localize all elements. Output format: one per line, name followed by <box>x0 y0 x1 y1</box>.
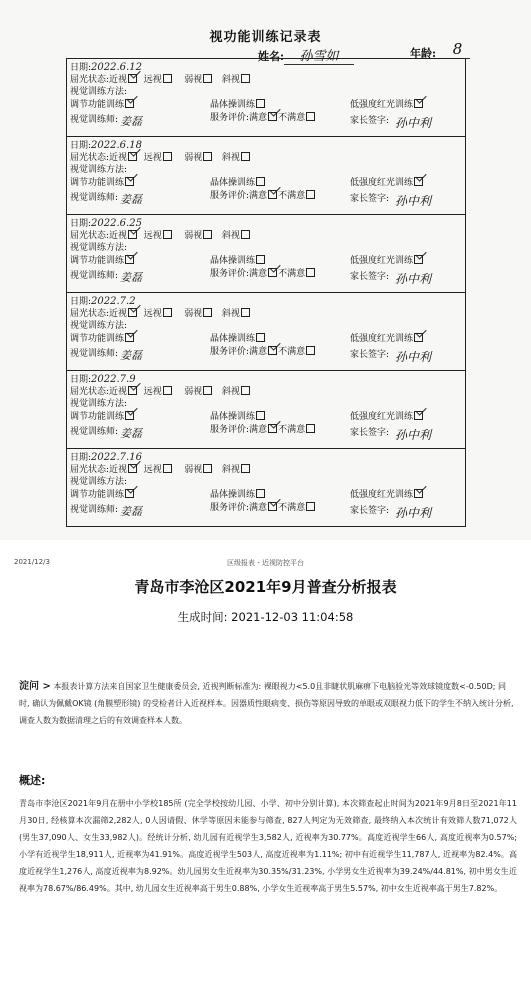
hyperopia-label: 远视 <box>143 309 162 319</box>
satisfied-label: 满意 <box>249 113 268 123</box>
myopia-label: 近视 <box>109 309 128 319</box>
methods-label: 视觉训练方法: <box>70 243 128 253</box>
unsatisfied-checkbox[interactable] <box>306 424 315 433</box>
hyperopia-checkbox[interactable] <box>163 74 172 83</box>
grating-label: 晶体操训练 <box>210 100 256 110</box>
satisfied-label: 满意 <box>249 347 268 357</box>
accommodation-checkbox[interactable] <box>125 333 134 342</box>
accommodation-checkbox[interactable] <box>125 411 134 420</box>
note-label: 淀问 > <box>19 681 51 692</box>
accommodation-checkbox[interactable] <box>125 489 134 498</box>
redlight-label: 低强度红光训练 <box>350 178 414 188</box>
session-entry <box>67 449 465 526</box>
overview-heading: 概述: <box>19 774 46 787</box>
parent-signature: 孙中利 <box>395 272 432 286</box>
satisfied-label: 满意 <box>249 503 268 513</box>
strabismus-checkbox[interactable] <box>241 74 250 83</box>
service-label: 服务评价: <box>210 269 250 279</box>
strabismus-checkbox[interactable] <box>241 464 250 473</box>
grating-label: 晶体操训练 <box>210 490 256 500</box>
service-label: 服务评价: <box>210 113 250 123</box>
satisfied-label: 满意 <box>249 191 268 201</box>
methods-label: 视觉训练方法: <box>70 87 128 97</box>
generated-time: 生成时间: 2021-12-03 11:04:58 <box>177 610 354 624</box>
refraction-label: 屈光状态: <box>70 153 110 163</box>
signature-row <box>70 344 432 364</box>
amblyopia-checkbox[interactable] <box>203 74 212 83</box>
session-entry <box>67 371 465 449</box>
accommodation-label: 调节功能训练 <box>70 100 125 110</box>
methods-row <box>70 97 414 110</box>
redlight-checkbox[interactable] <box>414 99 423 108</box>
amblyopia-label: 弱视 <box>184 387 203 397</box>
trainer-signature: 姜磊 <box>120 115 143 128</box>
date-label: 日期: <box>70 375 92 385</box>
strabismus-label: 斜视 <box>221 309 240 319</box>
report-title: 青岛市李沧区2021年9月普查分析报表 <box>134 578 397 596</box>
satisfied-label: 满意 <box>249 269 268 279</box>
myopia-label: 近视 <box>109 153 128 163</box>
satisfied-checkbox[interactable] <box>268 424 277 433</box>
hyperopia-label: 远视 <box>143 465 162 475</box>
strabismus-label: 斜视 <box>221 231 240 241</box>
refraction-label: 屈光状态: <box>70 309 110 319</box>
record-title: 视功能训练记录表 <box>209 30 322 45</box>
signature-row <box>70 266 432 286</box>
grating-label: 晶体操训练 <box>210 412 256 422</box>
accommodation-label: 调节功能训练 <box>70 490 125 500</box>
unsatisfied-checkbox[interactable] <box>306 502 315 511</box>
accommodation-label: 调节功能训练 <box>70 178 125 188</box>
signature-row <box>70 500 432 520</box>
parent-signature: 孙中利 <box>395 428 432 442</box>
methods-label: 视觉训练方法: <box>70 321 128 331</box>
age-value: 8 <box>445 40 470 59</box>
name-value: 孙雪如 <box>284 45 354 65</box>
service-label: 服务评价: <box>210 191 250 201</box>
analysis-report <box>0 548 531 991</box>
parent-signature: 孙中利 <box>395 194 432 208</box>
session-entry <box>67 293 465 371</box>
hyperopia-checkbox[interactable] <box>163 308 172 317</box>
refraction-label: 屈光状态: <box>70 465 110 475</box>
accommodation-label: 调节功能训练 <box>70 412 125 422</box>
trainer-signature: 姜磊 <box>120 349 143 362</box>
trainer-label: 视觉训练师: <box>70 271 119 281</box>
refraction-label: 屈光状态: <box>70 231 110 241</box>
accommodation-checkbox[interactable] <box>125 177 134 186</box>
method-note <box>19 678 515 729</box>
signature-row <box>70 188 432 208</box>
amblyopia-label: 弱视 <box>184 231 203 241</box>
session-list <box>66 58 466 527</box>
satisfied-checkbox[interactable] <box>268 112 277 121</box>
myopia-label: 近视 <box>109 231 128 241</box>
session-date: 2022.7.2 <box>91 296 136 307</box>
hyperopia-label: 远视 <box>143 75 162 85</box>
grating-checkbox[interactable] <box>256 177 265 186</box>
service-label: 服务评价: <box>210 425 250 435</box>
redlight-checkbox[interactable] <box>414 255 423 264</box>
parent-label: 家长签字: <box>350 194 390 204</box>
date-label: 日期: <box>70 453 92 463</box>
amblyopia-checkbox[interactable] <box>203 152 212 161</box>
myopia-label: 近视 <box>109 465 128 475</box>
myopia-checkbox[interactable] <box>128 464 137 473</box>
hyperopia-checkbox[interactable] <box>163 386 172 395</box>
parent-signature: 孙中利 <box>395 350 432 364</box>
accommodation-label: 调节功能训练 <box>70 334 125 344</box>
satisfied-label: 满意 <box>249 425 268 435</box>
unsatisfied-label: 不满意 <box>278 269 306 279</box>
myopia-checkbox[interactable] <box>128 74 137 83</box>
trainer-label: 视觉训练师: <box>70 349 119 359</box>
session-entry <box>67 137 465 215</box>
session-date: 2022.7.9 <box>91 374 136 385</box>
amblyopia-checkbox[interactable] <box>203 464 212 473</box>
grating-label: 晶体操训练 <box>210 178 256 188</box>
signature-row <box>70 422 432 442</box>
age-label: 年龄: <box>410 47 437 60</box>
unsatisfied-label: 不满意 <box>278 425 306 435</box>
satisfied-checkbox[interactable] <box>268 190 277 199</box>
satisfied-checkbox[interactable] <box>268 268 277 277</box>
trainer-signature: 姜磊 <box>120 505 143 518</box>
grating-checkbox[interactable] <box>256 255 265 264</box>
unsatisfied-label: 不满意 <box>278 191 306 201</box>
session-entry <box>67 215 465 293</box>
parent-label: 家长签字: <box>350 350 390 360</box>
grating-checkbox[interactable] <box>256 411 265 420</box>
trainer-signature: 姜磊 <box>120 271 143 284</box>
amblyopia-label: 弱视 <box>184 75 203 85</box>
trainer-label: 视觉训练师: <box>70 115 119 125</box>
session-date: 2022.7.16 <box>91 452 142 463</box>
amblyopia-label: 弱视 <box>184 153 203 163</box>
date-label: 日期: <box>70 297 92 307</box>
session-date: 2022.6.12 <box>91 62 142 73</box>
redlight-checkbox[interactable] <box>414 333 423 342</box>
service-label: 服务评价: <box>210 503 250 513</box>
hyperopia-label: 远视 <box>143 387 162 397</box>
methods-label: 视觉训练方法: <box>70 165 128 175</box>
parent-label: 家长签字: <box>350 428 390 438</box>
print-date: 2021/12/3 <box>14 558 50 566</box>
methods-row <box>70 487 414 500</box>
session-date: 2022.6.25 <box>91 218 142 229</box>
myopia-checkbox[interactable] <box>128 386 137 395</box>
amblyopia-label: 弱视 <box>184 309 203 319</box>
satisfied-checkbox[interactable] <box>268 502 277 511</box>
hyperopia-checkbox[interactable] <box>163 152 172 161</box>
trainer-label: 视觉训练师: <box>70 193 119 203</box>
methods-row <box>70 409 414 422</box>
redlight-label: 低强度红光训练 <box>350 256 414 266</box>
strabismus-label: 斜视 <box>221 75 240 85</box>
unsatisfied-checkbox[interactable] <box>306 268 315 277</box>
refraction-label: 屈光状态: <box>70 75 110 85</box>
amblyopia-checkbox[interactable] <box>203 230 212 239</box>
grating-checkbox[interactable] <box>256 333 265 342</box>
redlight-checkbox[interactable] <box>414 177 423 186</box>
trainer-label: 视觉训练师: <box>70 427 119 437</box>
unsatisfied-label: 不满意 <box>278 347 306 357</box>
parent-signature: 孙中利 <box>395 116 432 130</box>
methods-row <box>70 331 414 344</box>
date-label: 日期: <box>70 141 92 151</box>
grating-label: 晶体操训练 <box>210 256 256 266</box>
strabismus-checkbox[interactable] <box>241 308 250 317</box>
grating-checkbox[interactable] <box>256 489 265 498</box>
myopia-label: 近视 <box>109 75 128 85</box>
parent-signature: 孙中利 <box>395 506 432 520</box>
methods-label: 视觉训练方法: <box>70 399 128 409</box>
trainer-signature: 姜磊 <box>120 193 143 206</box>
unsatisfied-label: 不满意 <box>278 503 306 513</box>
hyperopia-label: 远视 <box>143 153 162 163</box>
amblyopia-checkbox[interactable] <box>203 386 212 395</box>
redlight-checkbox[interactable] <box>414 411 423 420</box>
redlight-label: 低强度红光训练 <box>350 100 414 110</box>
unsatisfied-label: 不满意 <box>278 113 306 123</box>
grating-checkbox[interactable] <box>256 99 265 108</box>
name-label: 姓名: <box>258 50 285 63</box>
parent-label: 家长签字: <box>350 506 390 516</box>
redlight-label: 低强度红光训练 <box>350 334 414 344</box>
strabismus-label: 斜视 <box>221 465 240 475</box>
methods-label: 视觉训练方法: <box>70 477 128 487</box>
amblyopia-label: 弱视 <box>184 465 203 475</box>
date-label: 日期: <box>70 63 92 73</box>
signature-row <box>70 110 432 130</box>
session-entry <box>67 59 465 137</box>
accommodation-checkbox[interactable] <box>125 99 134 108</box>
myopia-label: 近视 <box>109 387 128 397</box>
unsatisfied-checkbox[interactable] <box>306 190 315 199</box>
accommodation-checkbox[interactable] <box>125 255 134 264</box>
parent-label: 家长签字: <box>350 116 390 126</box>
redlight-label: 低强度红光训练 <box>350 490 414 500</box>
strabismus-label: 斜视 <box>221 387 240 397</box>
date-label: 日期: <box>70 219 92 229</box>
unsatisfied-checkbox[interactable] <box>306 112 315 121</box>
refraction-label: 屈光状态: <box>70 387 110 397</box>
trainer-signature: 姜磊 <box>120 427 143 440</box>
myopia-checkbox[interactable] <box>128 230 137 239</box>
accommodation-label: 调节功能训练 <box>70 256 125 266</box>
strabismus-checkbox[interactable] <box>241 152 250 161</box>
unsatisfied-checkbox[interactable] <box>306 346 315 355</box>
myopia-checkbox[interactable] <box>128 308 137 317</box>
grating-label: 晶体操训练 <box>210 334 256 344</box>
note-text: 本报表计算方法来自国家卫生健康委员会, 近视判断标准为: 裸眼视力<5.0且非睫状肌麻痹下电脑验光等效球镜度数<-0.50D; 同时, 确认为佩戴OK镜 (角膜塑形镜) 的受检者计入近视样本。因器质性眼病变、损伤等原因导致的单眼或双眼视力低下的学生不纳入统计分析, 调查人数为数据清理之后的有效调查样本人数。 <box>19 682 514 725</box>
strabismus-label: 斜视 <box>221 153 240 163</box>
redlight-checkbox[interactable] <box>414 489 423 498</box>
platform-name: 区级报表 - 近视防控平台 <box>227 559 304 567</box>
methods-row <box>70 253 414 266</box>
strabismus-checkbox[interactable] <box>241 230 250 239</box>
redlight-label: 低强度红光训练 <box>350 412 414 422</box>
hyperopia-label: 远视 <box>143 231 162 241</box>
strabismus-checkbox[interactable] <box>241 386 250 395</box>
amblyopia-checkbox[interactable] <box>203 308 212 317</box>
session-date: 2022.6.18 <box>91 140 142 151</box>
trainer-label: 视觉训练师: <box>70 505 119 515</box>
methods-row <box>70 175 414 188</box>
service-label: 服务评价: <box>210 347 250 357</box>
overview-text: 青岛市李沧区2021年9月在册中小学校185所 (完全学校按幼儿园、小学、初中分别计算), 本次筛查起止时间为2021年9月8日至2021年11月30日, 经核算本次漏筛2,282人, 0人因请假、休学等原因未能参与筛查, 827人判定为无效筛查, 最终纳入本次统计有效筛人数71,072人 (男生37,090人、女生33,982人)。经统计分析, 幼儿园有近视学生3,582人, 近视率为30.77%。高度近视学生66人, 高度近视率为0.57%; 小学有近视学生18,911人, 近视率为41.91%。高度近视学生503人, 高度近视率为1.11%; 初中有近视学生11,787人, 近视率为82.4%。高度近视学生1,276人, 高度近视率为8.92%。幼儿园男女生近视率为30.35%/31.23%, 小学男女生近视率为39.24%/44.81%, 初中男女生近视率为78.67%/86.49%。其中, 幼儿园女生近视率高于男生0.88%, 小学女生近视率高于男生5.57%, 初中女生近视率高于男生7.82%。 <box>19 799 517 893</box>
myopia-checkbox[interactable] <box>128 152 137 161</box>
satisfied-checkbox[interactable] <box>268 346 277 355</box>
hyperopia-checkbox[interactable] <box>163 464 172 473</box>
hyperopia-checkbox[interactable] <box>163 230 172 239</box>
parent-label: 家长签字: <box>350 272 390 282</box>
